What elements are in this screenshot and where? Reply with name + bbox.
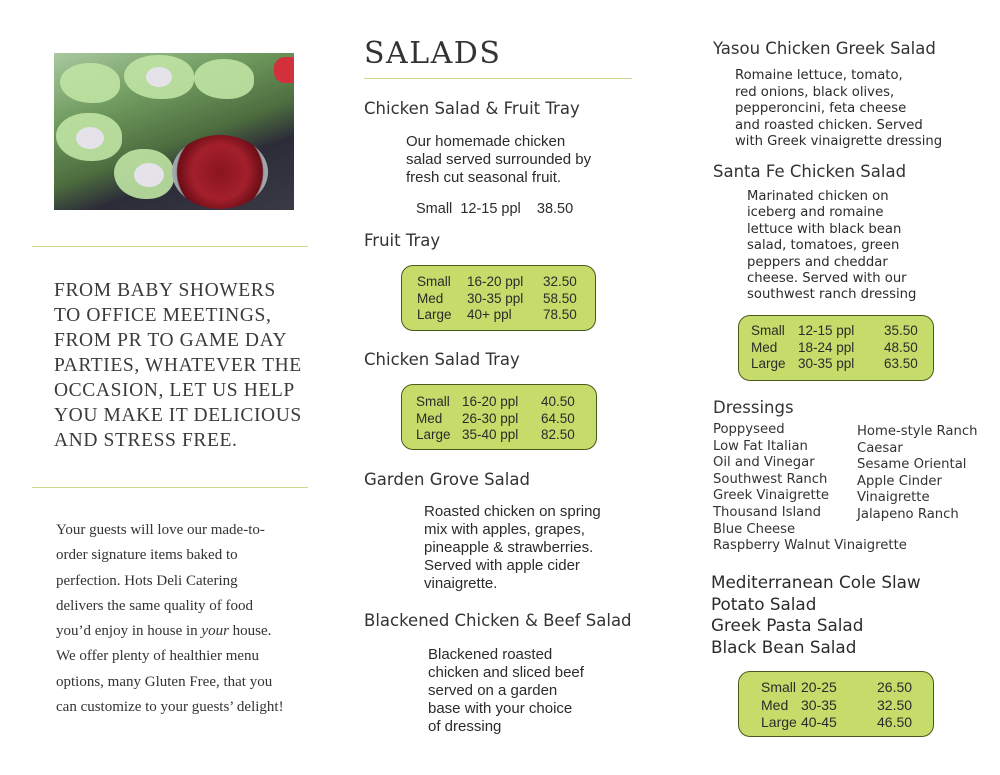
serves-label: 40+ ppl — [467, 307, 512, 322]
item-title: Chicken Salad & Fruit Tray — [364, 99, 580, 118]
dressing-item: Oil and Vinegar — [713, 455, 815, 471]
desc-line: base with your choice — [428, 700, 573, 717]
size-label: Large — [761, 714, 797, 730]
size-label: Med — [761, 696, 789, 713]
price-box — [738, 315, 934, 381]
price-value: 82.50 — [541, 427, 575, 442]
dressing-item: Vinaigrette — [857, 490, 930, 506]
desc-line: cheese. Served with our — [747, 271, 907, 287]
price-box — [738, 671, 934, 737]
item-description — [735, 68, 942, 151]
price-value: 26.50 — [877, 679, 913, 695]
size-label: Large — [416, 427, 451, 442]
price-box — [401, 384, 597, 450]
desc-line: served on a garden — [428, 682, 558, 699]
desc-line: iceberg and romaine — [747, 205, 884, 221]
intro-line — [56, 619, 306, 644]
serves-label: 26-30 ppl — [462, 410, 519, 426]
desc-line: Blackened roasted — [428, 646, 553, 663]
serves-label: 20-25 — [801, 679, 837, 695]
item-title: Blackened Chicken & Beef Salad — [364, 611, 632, 630]
desc-line: Roasted chicken on spring — [424, 503, 601, 520]
dressing-item: Caesar — [857, 440, 903, 456]
side-salad-item: Mediterranean Cole Slaw — [711, 572, 921, 592]
dressings-list — [857, 424, 977, 524]
desc-line: fresh cut seasonal fruit. — [406, 169, 562, 186]
cranberry-bowl — [172, 135, 268, 209]
intro-text: house. — [228, 623, 272, 640]
side-salads-list — [711, 572, 921, 658]
price-value: 48.50 — [884, 339, 918, 355]
price-value: 64.50 — [541, 410, 575, 426]
side-salad-item: Greek Pasta Salad — [711, 615, 864, 635]
price-value: 32.50 — [877, 696, 913, 713]
desc-line: vinaigrette. — [424, 575, 498, 592]
catering-photo — [54, 53, 294, 210]
size-label: Large — [417, 307, 452, 322]
desc-line: pepperoncini, feta cheese — [735, 101, 907, 116]
divider — [32, 487, 308, 488]
intro-line: Your guests will love our made-to- — [56, 522, 265, 538]
chicken-salad-scoop — [134, 163, 164, 187]
serves-label: 18-24 ppl — [798, 339, 855, 355]
desc-line: mix with apples, grapes, — [424, 521, 585, 538]
desc-line: red onions, black olives, — [735, 84, 895, 100]
chicken-salad-scoop — [76, 127, 104, 149]
serves-label: 16-20 ppl — [462, 394, 519, 409]
size-label: Med — [751, 339, 778, 355]
item-title: Fruit Tray — [364, 231, 441, 250]
dressing-item: Southwest Ranch — [713, 471, 828, 487]
intro-emphasis: your — [201, 623, 229, 640]
dressing-item: Raspberry Walnut Vinaigrette — [713, 538, 907, 554]
size-label: Large — [751, 356, 786, 371]
desc-line: Served with apple cider — [424, 557, 580, 574]
dressing-item: Poppyseed — [713, 422, 785, 437]
desc-line: salad, tomatoes, green — [747, 238, 900, 254]
dressing-item: Jalapeno Ranch — [857, 506, 959, 522]
desc-line: peppers and cheddar — [747, 254, 888, 270]
size-label: Med — [417, 290, 444, 306]
item-title: Chicken Salad Tray — [364, 350, 520, 369]
intro-line: perfection. Hots Deli Catering — [56, 572, 238, 589]
serves-label: 30-35 — [801, 696, 837, 713]
item-description — [428, 646, 584, 736]
strawberry — [274, 57, 294, 83]
section-title: SALADS — [364, 36, 502, 71]
serves-label: 30-35 ppl — [467, 290, 524, 306]
intro-line: delivers the same quality of food — [56, 597, 254, 614]
price-value: 40.50 — [541, 394, 575, 409]
desc-line: Marinated chicken on — [747, 189, 889, 204]
serves-label: 30-35 ppl — [798, 356, 855, 371]
item-description — [406, 133, 591, 187]
intro-paragraph — [56, 518, 306, 720]
price-line: Small 12-15 ppl 38.50 — [416, 201, 574, 217]
dressing-item: Thousand Island — [713, 504, 821, 520]
side-salad-item: Black Bean Salad — [711, 636, 857, 657]
item-title: Santa Fe Chicken Salad — [713, 162, 907, 181]
side-salad-item: Potato Salad — [711, 593, 817, 614]
item-title: Garden Grove Salad — [364, 470, 530, 489]
size-label: Small — [761, 679, 797, 695]
serves-label: 40-45 — [801, 714, 837, 730]
item-description — [424, 503, 601, 593]
serves-label: 35-40 ppl — [462, 427, 519, 442]
intro-line: options, many Gluten Free, that you — [56, 673, 273, 690]
item-title: Yasou Chicken Greek Salad — [713, 39, 936, 58]
desc-line: with Greek vinaigrette dressing — [735, 134, 943, 149]
lettuce-cup — [194, 59, 254, 99]
desc-line: pineapple & strawberries. — [424, 539, 594, 556]
price-value: 32.50 — [543, 274, 577, 289]
desc-line: southwest ranch dressing — [747, 287, 917, 303]
intro-line: can customize to your guests’ delight! — [56, 699, 284, 716]
dressings-title: Dressings — [713, 398, 794, 417]
price-value: 78.50 — [543, 307, 577, 322]
lettuce-cup — [60, 63, 120, 103]
dressing-item: Sesame Oriental — [857, 457, 967, 473]
desc-line: salad served surrounded by — [406, 151, 592, 168]
intro-line: We offer plenty of healthier menu — [56, 648, 260, 665]
size-label: Small — [751, 323, 785, 338]
desc-line: and roasted chicken. Served — [735, 117, 923, 133]
size-label: Med — [416, 410, 443, 426]
price-value: 63.50 — [884, 356, 918, 371]
item-description — [747, 189, 916, 304]
desc-line: lettuce with black bean — [747, 221, 902, 237]
dressing-item: Apple Cinder — [857, 473, 942, 489]
serves-label: 16-20 ppl — [467, 274, 524, 289]
dressing-item: Blue Cheese — [713, 521, 796, 537]
size-label: Small — [416, 394, 450, 409]
price-value: 46.50 — [877, 714, 913, 730]
price-value: 35.50 — [884, 323, 918, 338]
price-box — [401, 265, 596, 331]
desc-line: Our homemade chicken — [406, 133, 566, 150]
desc-line: Romaine lettuce, tomato, — [735, 68, 903, 83]
chicken-salad-scoop — [146, 67, 172, 87]
price-value: 58.50 — [543, 290, 577, 306]
serves-label: 12-15 ppl — [798, 323, 855, 338]
desc-line: of dressing — [428, 718, 502, 735]
promo-text: FROM BABY SHOWERS TO OFFICE MEETINGS, FROM PR TO GAME DAY PARTIES, WHATEVER THE OCCASION, LET US HELP YOU MAKE IT DELICIOUS AND STRESS FREE. — [54, 280, 302, 451]
size-label: Small — [417, 274, 451, 289]
dressing-item: Low Fat Italian — [713, 438, 808, 454]
divider — [32, 246, 308, 247]
intro-text: you’d enjoy in house in — [56, 623, 202, 640]
desc-line: chicken and sliced beef — [428, 664, 584, 681]
intro-line: order signature items baked to — [56, 547, 238, 564]
dressing-item: Home-style Ranch — [857, 424, 978, 439]
title-underline — [364, 78, 632, 79]
dressing-item: Greek Vinaigrette — [713, 488, 829, 504]
